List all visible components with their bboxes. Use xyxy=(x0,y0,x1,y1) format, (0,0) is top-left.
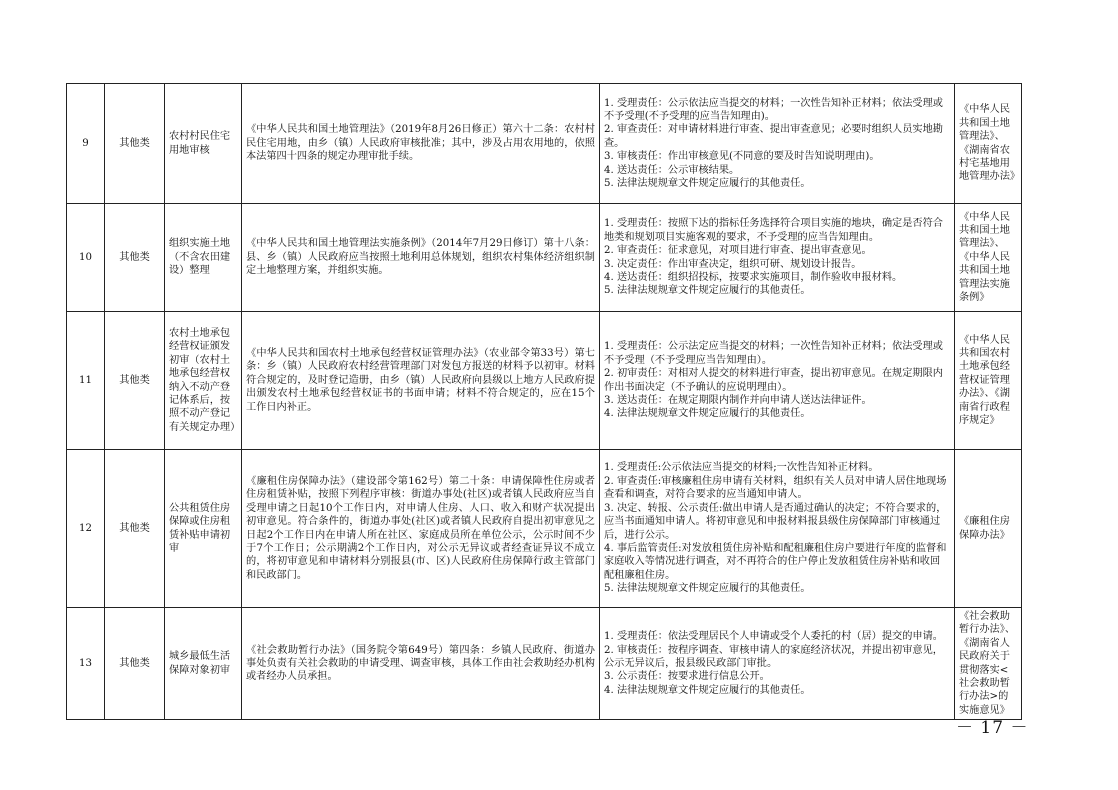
responsibility-item: 1. 受理责任:公示依法应当提交的材料;一次性告知补正材料。 xyxy=(604,462,879,474)
responsibility-item: 5. 法律法规规章文件规定应履行的其他责任。 xyxy=(604,178,811,190)
table-row xyxy=(67,608,1022,720)
responsibility-item: 3. 审核责任：作出审核意见(不同意的要及时告知说明理由)。 xyxy=(604,151,880,163)
responsibility-item: 2. 审查责任：对申请材料进行审查、提出审查意见；必要时组织人员实地勘查。 xyxy=(604,124,943,149)
responsibility-item: 1. 受理责任：公示法定应当提交的材料；一次性告知补正材料；依法受理或不予受理（不予受理应当告知理由）。 xyxy=(604,341,943,366)
row-number: 9 xyxy=(67,84,105,204)
page-number: － 17 － xyxy=(956,718,1029,738)
table-row xyxy=(67,312,1022,450)
reference-law: 《中华人民共和国土地管理法》、《湖南省农村宅基地用地管理办法》 xyxy=(955,84,1022,204)
item-name: 公共租赁住房保障或住房租赁补贴申请初审 xyxy=(165,450,242,608)
legal-basis: 《中华人民共和国土地管理法》（2019年8月26日修正）第六十二条：农村村民住宅用地，由乡（镇）人民政府审核批准；其中，涉及占用农用地的，依照本法第四十四条的规定办理审批手续。 xyxy=(242,84,600,204)
row-category: 其他类 xyxy=(105,450,165,608)
legal-basis: 《社会救助暂行办法》（国务院令第649号）第四条：乡镇人民政府、街道办事处负责有关社会救助的申请受理、调查审核，具体工作由社会救助经办机构或者经办人员承担。 xyxy=(242,608,600,720)
row-number: 11 xyxy=(67,312,105,450)
row-number: 12 xyxy=(67,450,105,608)
table-row xyxy=(67,450,1022,608)
reference-law: 《中华人民共和国农村土地承包经营权证管理办法》、《湖南省行政程序规定》 xyxy=(955,312,1022,450)
reference-law: 《中华人民共和国土地管理法》、《中华人民共和国土地管理法实施条例》 xyxy=(955,204,1022,312)
legal-basis: 《中华人民共和国土地管理法实施条例》（2014年7月29日修订）第十八条：县、乡（镇）人民政府应当按照土地利用总体规划，组织农村集体经济组织制定土地整理方案，并组织实施。 xyxy=(242,204,600,312)
item-name: 农村土地承包经营权证颁发初审（农村土地承包经营权纳入不动产登记体系后，按照不动产登记有关规定办理） xyxy=(165,312,242,450)
responsibility-list xyxy=(600,608,955,720)
item-name: 组织实施土地（不含农田建设）整理 xyxy=(165,204,242,312)
responsibility-item: 2. 审查责任：征求意见，对项目进行审查、提出审查意见。 xyxy=(604,245,872,257)
table-row xyxy=(67,84,1022,204)
reference-law: 《廉租住房保障办法》 xyxy=(955,450,1022,608)
responsibility-item: 1. 受理责任：依法受理居民个人申请或受个人委托的村（居）提交的申请。 xyxy=(604,631,943,643)
responsibility-list xyxy=(600,204,955,312)
responsibility-list xyxy=(600,450,955,608)
row-category: 其他类 xyxy=(105,204,165,312)
responsibility-item: 1. 受理责任：公示依法应当提交的材料；一次性告知补正材料；依法受理或不予受理(不予受理的应当告知理由)。 xyxy=(604,97,943,122)
responsibility-list xyxy=(600,84,955,204)
legal-basis: 《廉租住房保障办法》（建设部令第162号）第二十条：申请保障性住房或者住房租赁补贴，按照下列程序审核：街道办事处(社区)或者镇人民政府应当自受理申请之日起10个工作日内，对申请人住房、人口、收入和财产状况提出初审意见。符合条件的，街道办事处(社区)或者镇人民政府自提出初审意见之日起2个工作日内在申请人所在社区、家庭成员所在单位公示，公示时间不少于7个工作日；公示期满2个工作日内，对公示无异议或者经查证异议不成立的，将初审意见和申请材料分别报县(市、区)人民政府住房保障行政主管部门和民政部门。 xyxy=(242,450,600,608)
responsibility-item: 3. 送达责任：在规定期限内制作并向申请人送达法律证件。 xyxy=(604,394,872,406)
responsibility-item: 5. 法律法规规章文件规定应履行的其他责任。 xyxy=(604,285,811,297)
row-category: 其他类 xyxy=(105,608,165,720)
responsibility-item: 3. 决定、转报、公示责任:做出申请人是否通过确认的决定；不符合要求的，应当书面通知申请人。将初审意见和申报材料报县级住房保障部门审核通过后，进行公示。 xyxy=(604,502,947,541)
responsibility-item: 5. 法律法规规章文件规定应履行的其他责任。 xyxy=(604,583,811,595)
row-category: 其他类 xyxy=(105,84,165,204)
responsibility-item: 2. 审核责任：按程序调查、审核申请人的家庭经济状况，并提出初审意见，公示无异议后，报县级民政部门审批。 xyxy=(604,644,943,669)
responsibility-item: 2. 初审责任：对相对人提交的材料进行审查，提出初审意见。在规定期限内作出书面决定（不予确认的应说明理由）。 xyxy=(604,368,943,393)
responsibility-item: 3. 决定责任：作出审查决定，组织可研、规划设计报告。 xyxy=(604,258,862,270)
duty-table xyxy=(66,83,1022,720)
row-category: 其他类 xyxy=(105,312,165,450)
responsibility-item: 4. 法律法规规章文件规定应履行的其他责任。 xyxy=(604,684,811,696)
item-name: 城乡最低生活保障对象初审 xyxy=(165,608,242,720)
responsibility-list xyxy=(600,312,955,450)
responsibility-item: 4. 法律法规规章文件规定应履行的其他责任。 xyxy=(604,408,811,420)
responsibility-item: 4. 事后监管责任:对发放租赁住房补贴和配租廉租住房户要进行年度的监督和家庭收入等情况进行调查，对不再符合的住户停止发放租赁住房补贴和收回配租廉租住房。 xyxy=(604,542,947,581)
reference-law: 《社会救助暂行办法》、《湖南省人民政府关于贯彻落实<社会救助暂行办法>的实施意见》 xyxy=(955,608,1022,720)
legal-basis: 《中华人民共和国农村土地承包经营权证管理办法》（农业部令第33号）第七条：乡（镇）人民政府农村经营管理部门对发包方报送的材料予以初审。材料符合规定的，及时登记造册，由乡（镇）人民政府向县级以上地方人民政府提出颁发农村土地承包经营权证书的书面申请；材料不符合规定的，应在15个工作日内补正。 xyxy=(242,312,600,450)
table-row xyxy=(67,204,1022,312)
responsibility-item: 4. 送达责任：公示审核结果。 xyxy=(604,164,740,176)
table-body xyxy=(67,84,1022,720)
responsibility-item: 1. 受理责任：按照下达的指标任务选择符合项目实施的地块，确定是否符合地类和规划项目实施客观的要求，不予受理的应当告知理由。 xyxy=(604,218,943,243)
responsibility-item: 3. 公示责任：按要求进行信息公开。 xyxy=(604,671,770,683)
row-number: 10 xyxy=(67,204,105,312)
item-name: 农村村民住宅用地审核 xyxy=(165,84,242,204)
responsibility-item: 4. 送达责任：组织招投标，按要求实施项目，制作验收申报材料。 xyxy=(604,271,903,283)
row-number: 13 xyxy=(67,608,105,720)
responsibility-item: 2. 审查责任:审核廉租住房申请有关材料，组织有关人员对申请人居住地现场查看和调查，对符合要求的应当通知申请人。 xyxy=(604,475,947,501)
